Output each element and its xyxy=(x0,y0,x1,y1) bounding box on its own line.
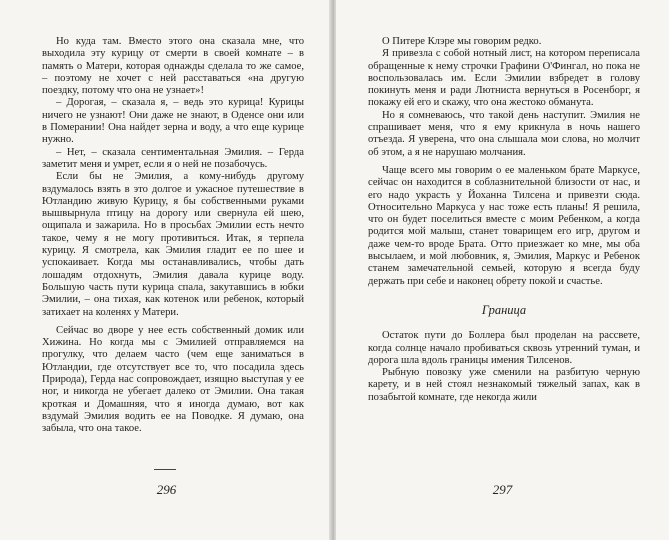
paragraph: Но я сомневаюсь, что такой день наступит. Эмилия не спрашивает меня, что я ему крикнула в ночь нашего отъезда. Я уверена, что она слышала мои слова, но молчит об этом, а я не нарушаю молчания. xyxy=(368,109,640,158)
paragraph: Если бы не Эмилия, а кому-нибудь другому вздумалось взять в это долгое и ужасное путешествие в Ютландию живую Курицу, я бы собственными руками вышвырнула птицу на дорогу или свернула ей шею, ощипала и зажарила. Но в просьбах Эмилии есть нечто такое, чему я не могу противиться. Итак, я терпела курицу. Я смотрела, как Эмилия гладит ее по шее и успокаивает. Когда мы останавливались, чтобы дать лошадям отдохнуть, Эмилия давала курице воду. Большую часть пути курица спала, закутавшись в юбки Эмилии, – она тихая, как котенок или ребенок, который затихает на коленях у Матери. xyxy=(42,171,304,318)
paragraph: Сейчас во дворе у нее есть собственный домик или Хижина. Но когда мы с Эмилией отправляемся на прогулку, что делаем часто (чем еще заниматься в Ютландии, где отсутствует все то, что посадила здесь Природа), Герда нас сопровождает, изящно выступая у ее ног, и никогда не убегает далеко от Эмилии. Она такая кроткая и Домашняя, что я иногда думаю, вот как вздумай Эмилия водить ее на Поводке. Я думаю, она забыла, что она такое. xyxy=(42,324,304,435)
paragraph: Но куда там. Вместо этого она сказала мне, что выходила эту курицу от смерти в своей комнате – в память о Матери, которая однажды сделала то же самое, – поэтому не хочет с ней расставаться «на другую поездку, потому что она не узнает»! xyxy=(42,36,304,97)
paragraph: Я привезла с собой нотный лист, на котором переписала обращенные к нему строчки Графини О'Фингал, но пока не воспользовалась им. Если Эмилии взбредет в голову покинуть меня и ради Лютниста вернуться в Росенборг, я покажу ей его и скажу, что она жестоко обманута. xyxy=(368,48,640,109)
paragraph: Рыбную повозку уже сменили на разбитую черную карету, и в ней стоял незнакомый тяжелый запах, как в позабытой комнате, где некогда жили xyxy=(368,367,640,403)
paragraph: Остаток пути до Боллера был проделан на рассвете, когда солнце начало пробиваться сквозь утренний туман, и дорога шла вдоль границы имения Тилсенов. xyxy=(368,330,640,366)
paragraph: – Нет, – сказала сентиментальная Эмилия. – Герда заметит меня и умрет, если я о ней не позабочусь. xyxy=(42,146,304,170)
end-rule xyxy=(154,469,176,470)
paragraph: Чаще всего мы говорим о ее маленьком брате Маркусе, сейчас он находится в соблазнительной близости от нас, и его надо украсть у Йоханна Тилсена и привезти сюда. Относительно Маркуса у нас тоже есть планы! Я решила, что он будет поселиться вместе с моим Ребенком, а когда родится мой малыш, станет товарищем его игр, другом и даже чем-то вроде Брата. Отто приезжает ко мне, мы оба высылаем, и мой любовник, я, Эмилия, Маркус и Ребенок станем замечательной семьей, которую я всегда буду держать при себе и наконец обрету покой и счастье. xyxy=(368,164,640,287)
left-page xyxy=(0,0,333,540)
page-number: 297 xyxy=(492,482,513,497)
page-number: 296 xyxy=(156,482,177,497)
paragraph: О Питере Клэре мы говорим редко. xyxy=(382,36,542,47)
right-page xyxy=(336,0,669,540)
left-page-text xyxy=(42,36,304,436)
section-heading: Граница xyxy=(481,302,527,317)
paragraph: – Дорогая, – сказала я, – ведь это курица! Курицы ничего не узнают! Они даже не знают, в Оденсе они или в Померании! Она найдет зерна и воду, а что еще курице нужно. xyxy=(42,97,304,146)
right-page-text xyxy=(368,36,640,404)
